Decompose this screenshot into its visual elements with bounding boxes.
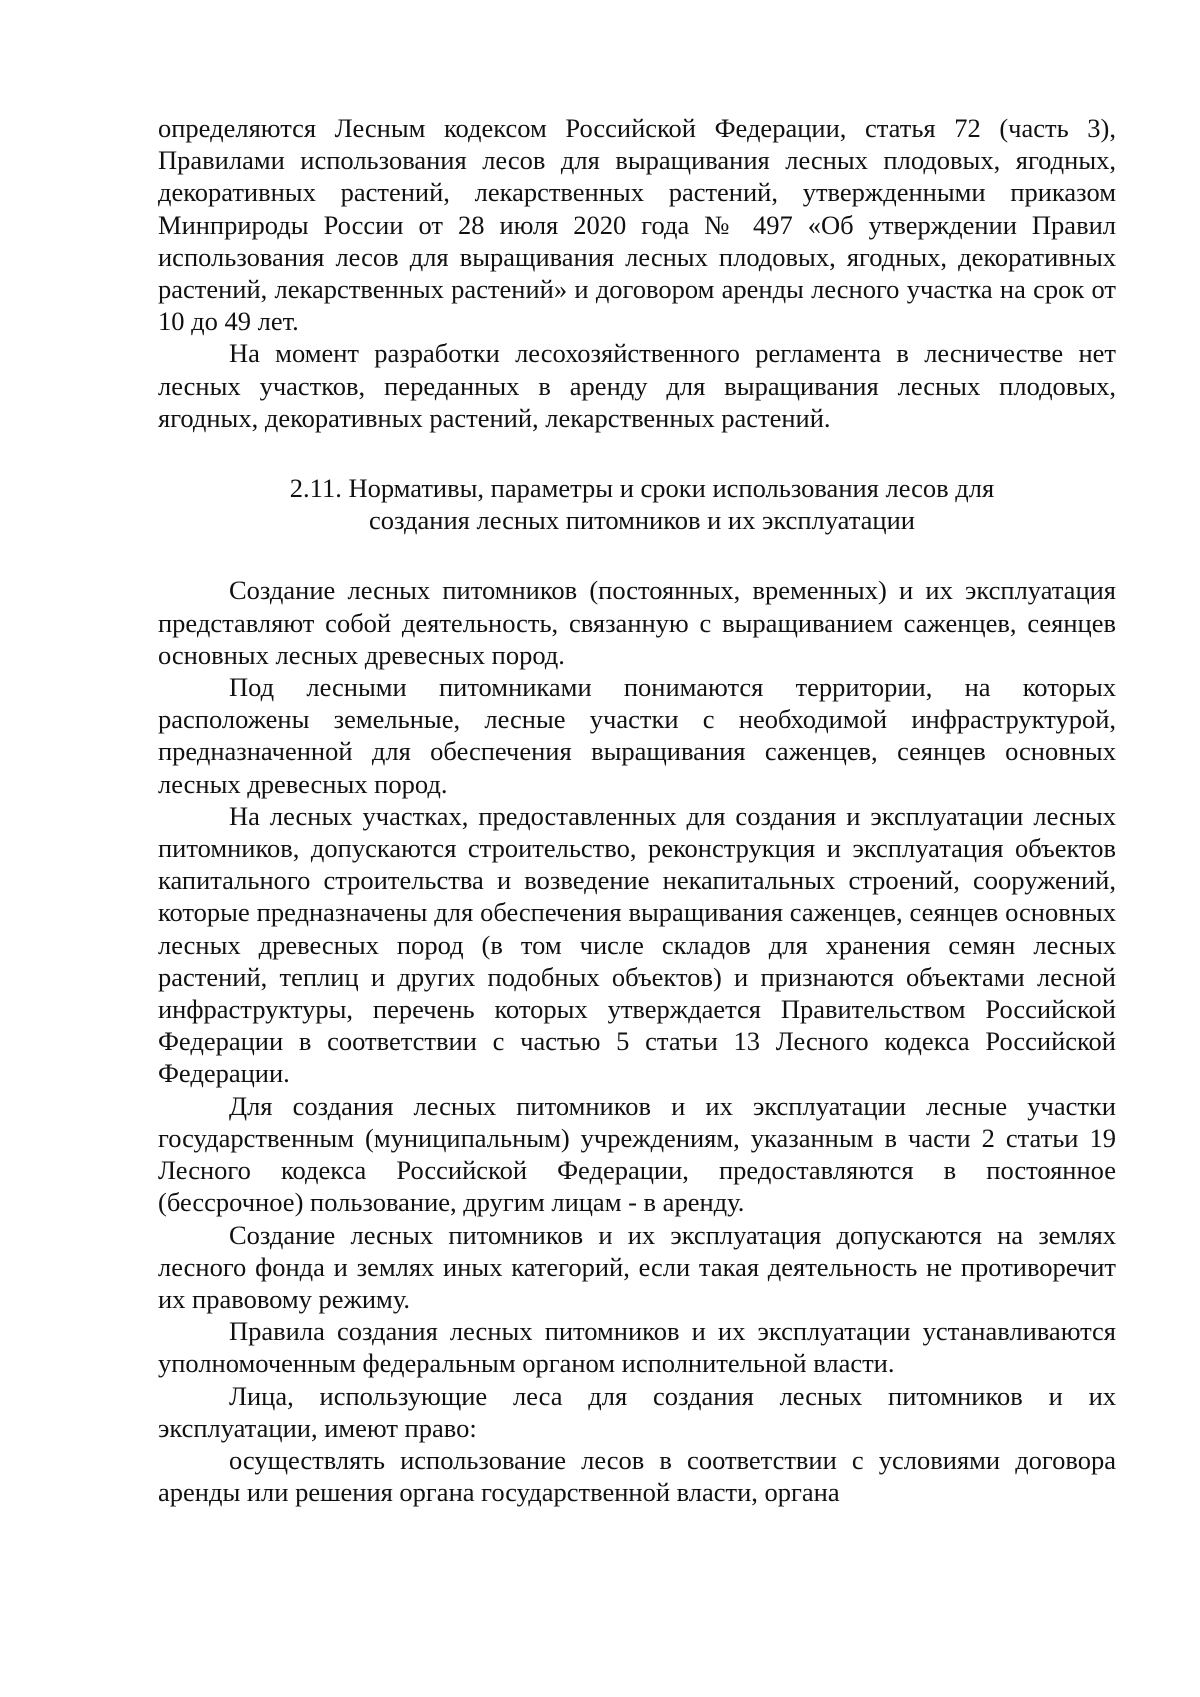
paragraph-nursery-tenure: Для создания лесных питомников и их эксплуатации лесные участки государственным (муниципальным) учреждениям, указанным в части 2 статьи 19 Лесного кодекса Российской Федерации, предоставляются в постоянное (бессрочное) пользование, другим лицам - в аренду. [158, 1090, 1116, 1218]
paragraph-rights-item: осуществлять использование лесов в соответствии с условиями договора аренды или решения органа государственной власти, органа [158, 1444, 1116, 1508]
paragraph-user-rights: Лица, использующие леса для создания лесных питомников и их эксплуатации, имеют право: [158, 1380, 1116, 1443]
paragraph-nursery-lands: Создание лесных питомников и их эксплуатация допускаются на землях лесного фонда и землях иных категорий, если такая деятельность не противоречит их правовому режиму. [158, 1219, 1116, 1314]
paragraph-nursery-rules: Правила создания лесных питомников и их эксплуатации устанавливаются уполномоченным федеральным органом исполнительной власти. [158, 1316, 1116, 1379]
paragraph-nursery-definition: Создание лесных питомников (постоянных, временных) и их эксплуатация представляют собой деятельность, связанную с выращиванием саженцев, сеянцев основных лесных древесных пород. [158, 575, 1116, 670]
paragraph-nursery-construction: На лесных участках, предоставленных для создания и эксплуатации лесных питомников, допускаются строительство, реконструкция и эксплуатация объектов капитального строительства и возведение некапитальных строений, сооружений, которые предназначены для обеспечения выращивания саженцев, сеянцев основных лесных древесных пород (в том числе складов для хранения семян лесных растений, теплиц и других подобных объектов) и признаются объектами лесной инфраструктуры, перечень которых утверждается Правительством Российской Федерации в соответствии с частью 5 статьи 13 Лесного кодекса Российской Федерации. [158, 800, 1116, 1089]
paragraph-nursery-territories: Под лесными питомниками понимаются территории, на которых расположены земельные, лесные участки с необходимой инфраструктурой, предназначенной для обеспечения выращивания саженцев, сеянцев основных лесных древесных пород. [158, 672, 1116, 799]
section-heading: 2.11. Нормативы, параметры и сроки использования лесов для создания лесных питомников и их эксплуатации [289, 473, 995, 536]
document-page [158, 112, 1116, 1508]
paragraph-continuation: определяются Лесным кодексом Российской Федерации, статья 72 (часть 3), Правилами использования лесов для выращивания лесных плодовых, ягодных, декоративных растений, лекарственных растений, утвержденными приказом Минприроды России от 28 июля 2020 года № 497 «Об утверждении Правил использования лесов для выращивания лесных плодовых, ягодных, декоративных растений, лекарственных растений» и договором аренды лесного участка на срок от 10 до 49 лет. [158, 113, 1116, 337]
paragraph-lease-status: На момент разработки лесохозяйственного регламента в лесничестве нет лесных участков, переданных в аренду для выращивания лесных плодовых, ягодных, декоративных растений, лекарственных растений. [158, 338, 1116, 433]
